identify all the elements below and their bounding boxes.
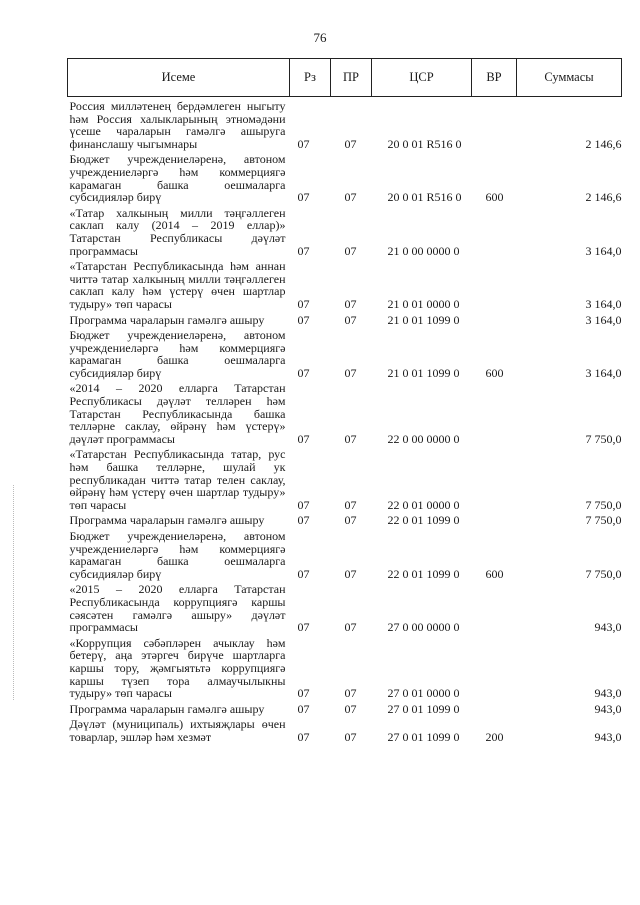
cell-vr: [472, 311, 517, 327]
cell-vr: [472, 511, 517, 527]
cell-vr: [472, 97, 517, 151]
cell-pr: 07: [344, 136, 357, 151]
cell-vr: [472, 580, 517, 633]
cell-csr: 27 0 01 1099 0: [387, 729, 460, 744]
cell-csr: 21 0 01 1099 0: [387, 312, 460, 327]
margin-dotted-line: [13, 485, 14, 700]
table-row: [68, 580, 622, 633]
cell-name: «Татарстан Республикасында һәм аннан читтә татар халкының милли тәңгәллеген саклап калу һәм үстерү өчен шартлар тудыру» төп чарасы: [69, 259, 286, 311]
cell-rz: 07: [297, 296, 310, 311]
cell-pr: 07: [344, 686, 357, 701]
cell-rz: 07: [297, 190, 310, 205]
cell-csr: 20 0 01 R516 0: [387, 136, 462, 151]
cell-csr: 22 0 01 0000 0: [387, 497, 460, 512]
table-row: [68, 511, 622, 527]
cell-name: «Татар халкының милли тәңгәллеген саклап калу (2014 – 2019 еллар)» Татарстан Республикасы дәүләт программасы: [69, 205, 286, 258]
cell-vr: [472, 700, 517, 716]
table-row: [68, 715, 622, 743]
cell-name: Россия милләтенең бердәмлеген ныгыту һәм Россия халыкларының этномәдәни үсеше чараларын гамәлгә ашыруга финанслашу чыгымнары: [69, 99, 286, 151]
cell-rz: 07: [297, 513, 310, 528]
cell-pr: 07: [344, 497, 357, 512]
table-row: [68, 97, 622, 151]
cell-pr: 07: [344, 701, 357, 716]
cell-pr: 07: [344, 620, 357, 635]
header-pr: ПР: [331, 59, 372, 97]
cell-rz: 07: [297, 136, 310, 151]
table-row: [68, 326, 622, 379]
cell-pr: 07: [344, 431, 357, 446]
cell-vr: [472, 257, 517, 310]
cell-name: Бюджет учреждениеләренә, автоном учреждениеләргә һәм коммерциягә карамаган башка оешмаларга субсидияләр бирү: [69, 152, 286, 205]
table-row: [68, 527, 622, 580]
cell-csr: 27 0 00 0000 0: [387, 620, 460, 635]
cell-csr: 21 0 01 1099 0: [387, 365, 460, 380]
cell-name: Программа чараларын гамәлгә ашыру: [69, 513, 265, 528]
cell-sum: 7 750,0: [585, 497, 622, 512]
cell-sum: 943,0: [594, 729, 622, 744]
cell-csr: 27 0 01 0000 0: [387, 686, 460, 701]
cell-vr: [472, 379, 517, 445]
header-sum: Суммасы: [517, 59, 622, 97]
cell-rz: 07: [297, 686, 310, 701]
cell-csr: 27 0 01 1099 0: [387, 701, 460, 716]
cell-pr: 07: [344, 513, 357, 528]
cell-csr: 22 0 01 1099 0: [387, 513, 460, 528]
cell-vr: [472, 634, 517, 700]
cell-vr: [472, 204, 517, 257]
cell-sum: 2 146,6: [585, 136, 622, 151]
cell-pr: 07: [344, 365, 357, 380]
cell-name: Бюджет учреждениеләренә, автоном учреждениеләргә һәм коммерциягә карамаган башка оешмаларга субсидияләр бирү: [69, 529, 286, 581]
cell-vr: 600: [485, 365, 504, 380]
table-row: [68, 150, 622, 203]
cell-sum: 943,0: [594, 686, 622, 701]
budget-table-container: [67, 58, 621, 744]
table-row: [68, 379, 622, 445]
cell-name: Программа чараларын гамәлгә ашыру: [69, 312, 265, 327]
header-csr: ЦСР: [372, 59, 472, 97]
table-header-row: [68, 59, 622, 97]
cell-rz: 07: [297, 701, 310, 716]
cell-rz: 07: [297, 566, 310, 581]
cell-name: «Татарстан Республикасында татар, рус һәм башка телләрне, шулай ук республикадан читтә татар телен саклау, өйрәнү һәм үстерү өчен шартлар тудыру» төп чарасы: [69, 447, 286, 512]
cell-sum: 3 164,0: [585, 312, 622, 327]
cell-name: Бюджет учреждениеләренә, автоном учреждениеләргә һәм коммерциягә карамаган башка оешмаларга субсидияләр бирү: [69, 328, 286, 380]
table-row: [68, 204, 622, 257]
header-rz: Рз: [290, 59, 331, 97]
cell-rz: 07: [297, 365, 310, 380]
table-row: [68, 257, 622, 310]
cell-rz: 07: [297, 497, 310, 512]
table-row: [68, 445, 622, 511]
cell-sum: 7 750,0: [585, 513, 622, 528]
cell-sum: 943,0: [594, 701, 622, 716]
cell-rz: 07: [297, 729, 310, 744]
cell-name: «2014 – 2020 елларга Татарстан Республикасы дәүләт телләрен һәм Татарстан Республикасында башка телләрне саклау, өйрәнү һәм үстерү» дәүләт программасы: [69, 381, 286, 446]
table-row: [68, 700, 622, 716]
cell-sum: 2 146,6: [585, 190, 622, 205]
cell-sum: 943,0: [594, 620, 622, 635]
cell-name: «Коррупция сәбәпләрен ачыклау һәм бетерү, аңа этәргеч бирүче шартларга каршы тору, җәмгыятьтә коррупциягә каршы түзеп тора алмаучылыкны тудыру» төп чарасы: [69, 635, 286, 701]
cell-csr: 20 0 01 R516 0: [387, 190, 462, 205]
cell-sum: 7 750,0: [585, 431, 622, 446]
cell-rz: 07: [297, 620, 310, 635]
cell-vr: [472, 445, 517, 511]
cell-vr: 200: [485, 729, 504, 744]
page-number: 76: [313, 30, 327, 45]
cell-pr: 07: [344, 729, 357, 744]
header-vr: ВР: [472, 59, 517, 97]
budget-table: [67, 58, 622, 744]
cell-pr: 07: [344, 190, 357, 205]
cell-name: Дәүләт (муниципаль) ихтыяҗлары өчен товарлар, эшләр һәм хезмәт: [69, 717, 286, 744]
cell-sum: 3 164,0: [585, 365, 622, 380]
cell-name: Программа чараларын гамәлгә ашыру: [69, 701, 265, 716]
cell-sum: 3 164,0: [585, 296, 622, 311]
cell-csr: 21 0 01 0000 0: [387, 296, 460, 311]
cell-vr: 600: [485, 566, 504, 581]
cell-name: «2015 – 2020 елларга Татарстан Республикасында коррупциягә каршы сәясәтен гамәлгә ашыру» дәүләт программасы: [69, 582, 286, 635]
cell-sum: 3 164,0: [585, 243, 622, 258]
cell-rz: 07: [297, 431, 310, 446]
table-row: [68, 311, 622, 327]
cell-csr: 21 0 00 0000 0: [387, 243, 460, 258]
cell-sum: 7 750,0: [585, 566, 622, 581]
cell-pr: 07: [344, 566, 357, 581]
header-name: Исеме: [68, 59, 290, 97]
cell-csr: 22 0 00 0000 0: [387, 431, 460, 446]
cell-rz: 07: [297, 312, 310, 327]
cell-pr: 07: [344, 243, 357, 258]
cell-pr: 07: [344, 312, 357, 327]
cell-pr: 07: [344, 296, 357, 311]
table-row: [68, 634, 622, 700]
cell-rz: 07: [297, 243, 310, 258]
cell-csr: 22 0 01 1099 0: [387, 566, 460, 581]
cell-vr: 600: [485, 190, 504, 205]
